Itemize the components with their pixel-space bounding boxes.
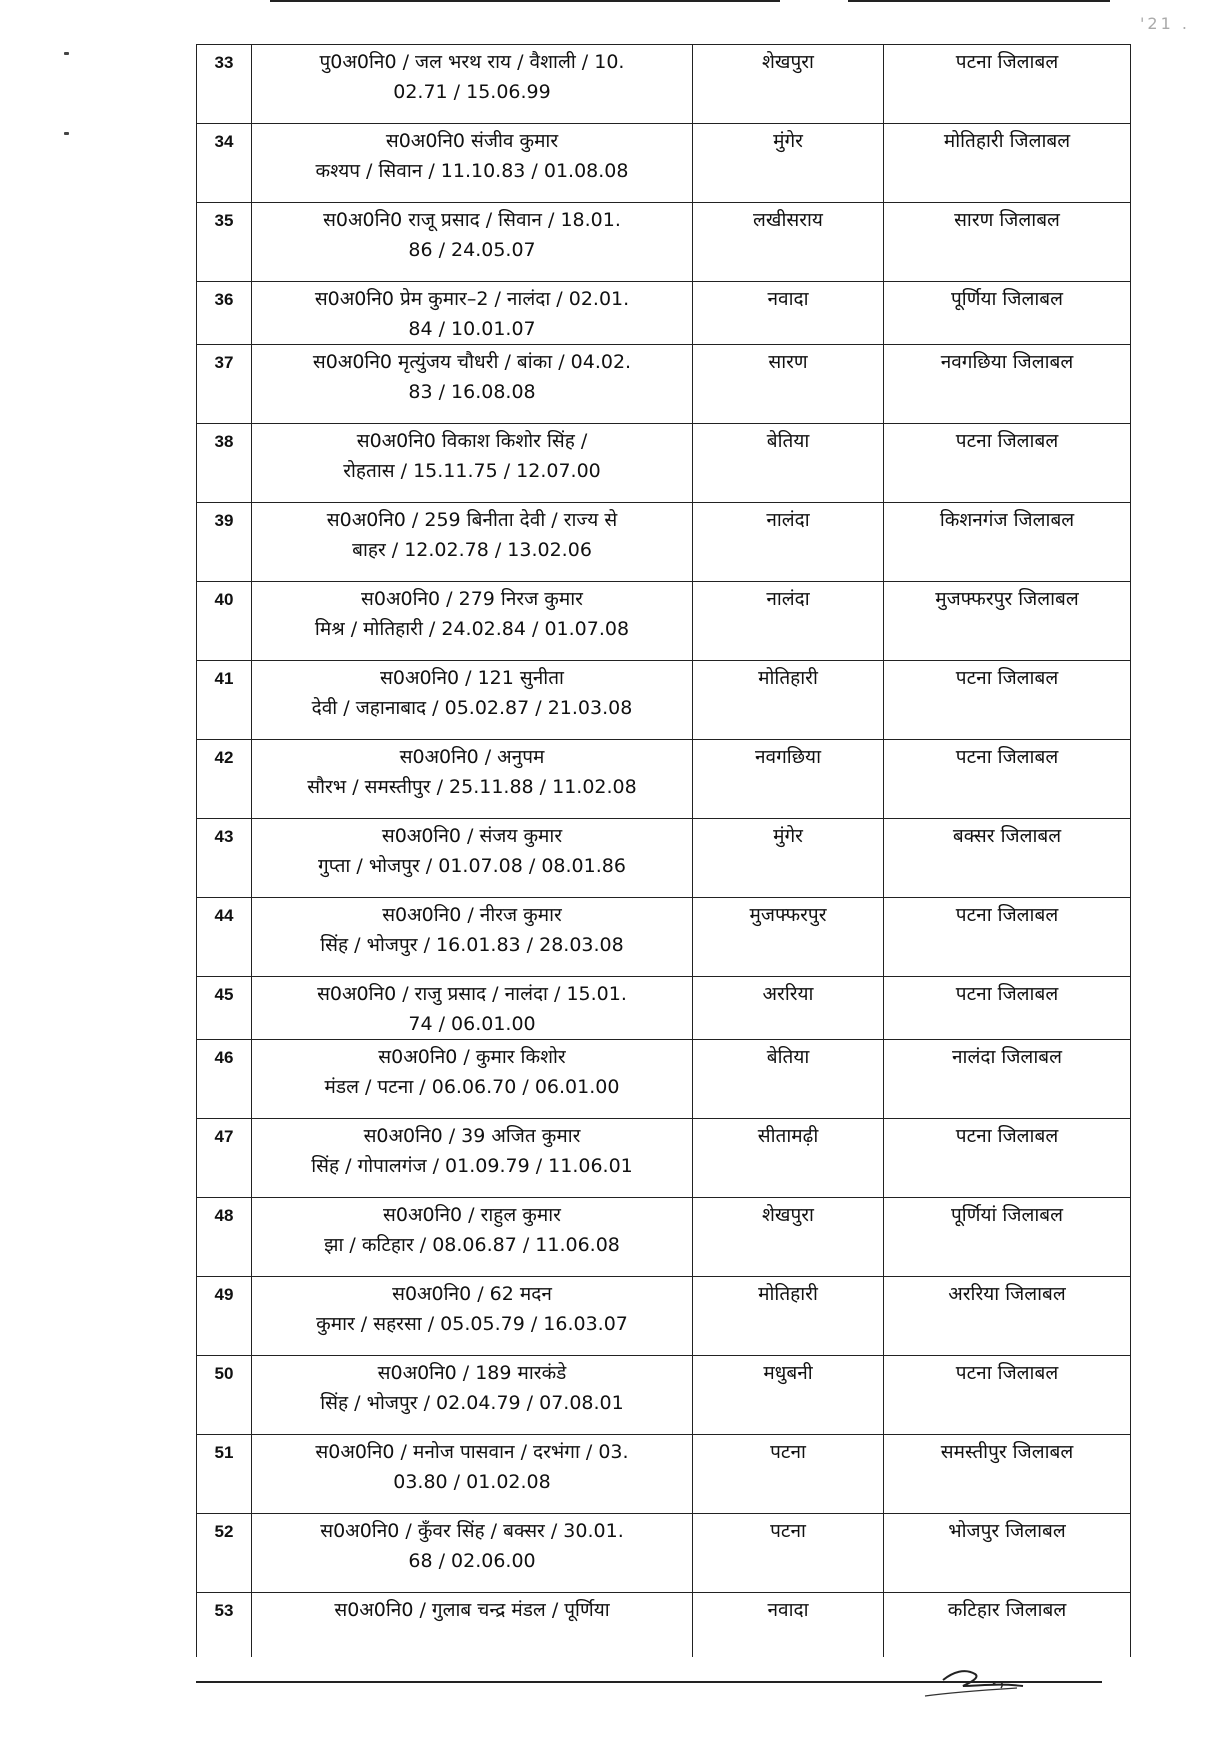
serial-number: 38 bbox=[197, 424, 252, 503]
officer-details-line-2: सौरभ / समस्तीपुर / 25.11.88 / 11.02.08 bbox=[307, 776, 637, 798]
serial-number: 45 bbox=[197, 977, 252, 1040]
officer-details-line-1: स0अ0नि0 / कुमार किशोर bbox=[378, 1046, 566, 1068]
current-posting: नवादा bbox=[693, 1593, 884, 1657]
officer-details bbox=[252, 282, 693, 345]
current-posting: नालंदा bbox=[693, 582, 884, 661]
officer-details bbox=[252, 1040, 693, 1119]
current-posting: सीतामढ़ी bbox=[693, 1119, 884, 1198]
officer-details-line-1: पु0अ0नि0 / जल भरथ राय / वैशाली / 10. bbox=[319, 51, 625, 73]
officer-details bbox=[252, 1593, 693, 1657]
transferred-to: नवगछिया जिलाबल bbox=[884, 345, 1131, 424]
serial-number: 50 bbox=[197, 1356, 252, 1435]
officer-details-line-1: स0अ0नि0 / मनोज पासवान / दरभंगा / 03. bbox=[315, 1441, 629, 1463]
officer-details-line-2: 83 / 16.08.08 bbox=[408, 381, 536, 403]
officer-details-line-1: स0अ0नि0 / गुलाब चन्द्र मंडल / पूर्णिया bbox=[334, 1599, 610, 1621]
transferred-to: किशनगंज जिलाबल bbox=[884, 503, 1131, 582]
officer-details-line-2: सिंह / भोजपुर / 16.01.83 / 28.03.08 bbox=[320, 934, 624, 956]
margin-mark bbox=[64, 52, 69, 55]
transferred-to: नालंदा जिलाबल bbox=[884, 1040, 1131, 1119]
current-posting: शेखपुरा bbox=[693, 45, 884, 124]
table-row bbox=[197, 345, 1131, 424]
officer-details bbox=[252, 1277, 693, 1356]
officer-details-line-2: कुमार / सहरसा / 05.05.79 / 16.03.07 bbox=[316, 1313, 628, 1335]
officer-details bbox=[252, 1356, 693, 1435]
transferred-to: मुजफ्फरपुर जिलाबल bbox=[884, 582, 1131, 661]
officer-details bbox=[252, 124, 693, 203]
officer-details-line-2: 02.71 / 15.06.99 bbox=[393, 81, 551, 103]
serial-number: 33 bbox=[197, 45, 252, 124]
officer-details bbox=[252, 1514, 693, 1593]
top-rule-left bbox=[270, 0, 780, 2]
transferred-to: पटना जिलाबल bbox=[884, 977, 1131, 1040]
officer-details-line-2: झा / कटिहार / 08.06.87 / 11.06.08 bbox=[324, 1234, 620, 1256]
current-posting: मोतिहारी bbox=[693, 1277, 884, 1356]
officer-details bbox=[252, 740, 693, 819]
officer-details-line-2: देवी / जहानाबाद / 05.02.87 / 21.03.08 bbox=[311, 697, 633, 719]
officer-details-line-2: मंडल / पटना / 06.06.70 / 06.01.00 bbox=[324, 1076, 620, 1098]
officer-details bbox=[252, 424, 693, 503]
officer-details-line-1: स0अ0नि0 / अनुपम bbox=[399, 746, 545, 768]
transferred-to: अररिया जिलाबल bbox=[884, 1277, 1131, 1356]
transferred-to: मोतिहारी जिलाबल bbox=[884, 124, 1131, 203]
current-posting: बेतिया bbox=[693, 1040, 884, 1119]
officer-details bbox=[252, 898, 693, 977]
table-row bbox=[197, 977, 1131, 1040]
serial-number: 48 bbox=[197, 1198, 252, 1277]
current-posting: मोतिहारी bbox=[693, 661, 884, 740]
current-posting: शेखपुरा bbox=[693, 1198, 884, 1277]
serial-number: 46 bbox=[197, 1040, 252, 1119]
current-posting: मुंगेर bbox=[693, 819, 884, 898]
table-row bbox=[197, 1356, 1131, 1435]
table-row bbox=[197, 661, 1131, 740]
officer-details-line-1: स0अ0नि0 / राजु प्रसाद / नालंदा / 15.01. bbox=[317, 983, 627, 1005]
officer-details-line-2: सिंह / भोजपुर / 02.04.79 / 07.08.01 bbox=[320, 1392, 624, 1414]
table-row bbox=[197, 819, 1131, 898]
serial-number: 53 bbox=[197, 1593, 252, 1657]
officer-details-line-2: 86 / 24.05.07 bbox=[408, 239, 536, 261]
table-row bbox=[197, 1435, 1131, 1514]
table-row bbox=[197, 424, 1131, 503]
current-posting: मुजफ्फरपुर bbox=[693, 898, 884, 977]
transfer-table bbox=[196, 44, 1131, 1657]
officer-details-line-2: बाहर / 12.02.78 / 13.02.06 bbox=[352, 539, 592, 561]
current-posting: नवादा bbox=[693, 282, 884, 345]
transferred-to: पटना जिलाबल bbox=[884, 898, 1131, 977]
officer-details-line-1: स0अ0नि0 / 189 मारकंडे bbox=[377, 1362, 567, 1384]
transferred-to: पटना जिलाबल bbox=[884, 1356, 1131, 1435]
serial-number: 47 bbox=[197, 1119, 252, 1198]
officer-details bbox=[252, 977, 693, 1040]
transferred-to: भोजपुर जिलाबल bbox=[884, 1514, 1131, 1593]
officer-details bbox=[252, 45, 693, 124]
officer-details-line-1: स0अ0नि0 / नीरज कुमार bbox=[382, 904, 562, 926]
officer-details-line-1: स0अ0नि0 राजू प्रसाद / सिवान / 18.01. bbox=[323, 209, 621, 231]
officer-details-line-1: स0अ0नि0 / 121 सुनीता bbox=[380, 667, 564, 689]
officer-details-line-1: स0अ0नि0 / 39 अजित कुमार bbox=[363, 1125, 581, 1147]
serial-number: 44 bbox=[197, 898, 252, 977]
officer-details-line-2: रोहतास / 15.11.75 / 12.07.00 bbox=[343, 460, 601, 482]
table-row bbox=[197, 1277, 1131, 1356]
transferred-to: पटना जिलाबल bbox=[884, 424, 1131, 503]
table-row bbox=[197, 1040, 1131, 1119]
transferred-to: पटना जिलाबल bbox=[884, 1119, 1131, 1198]
officer-details-line-2: 74 / 06.01.00 bbox=[408, 1013, 536, 1035]
signature bbox=[905, 1650, 1035, 1710]
table-row bbox=[197, 282, 1131, 345]
officer-details-line-1: स0अ0नि0 / 62 मदन bbox=[392, 1283, 552, 1305]
transferred-to: सारण जिलाबल bbox=[884, 203, 1131, 282]
serial-number: 41 bbox=[197, 661, 252, 740]
officer-details-line-1: स0अ0नि0 / 279 निरज कुमार bbox=[361, 588, 583, 610]
table-row bbox=[197, 1119, 1131, 1198]
serial-number: 36 bbox=[197, 282, 252, 345]
margin-mark bbox=[64, 132, 69, 135]
serial-number: 34 bbox=[197, 124, 252, 203]
table-row bbox=[197, 503, 1131, 582]
officer-details bbox=[252, 203, 693, 282]
table-row bbox=[197, 898, 1131, 977]
officer-details-line-1: स0अ0नि0 / राहुल कुमार bbox=[383, 1204, 561, 1226]
transferred-to: कटिहार जिलाबल bbox=[884, 1593, 1131, 1657]
current-posting: लखीसराय bbox=[693, 203, 884, 282]
officer-details-line-2: 03.80 / 01.02.08 bbox=[393, 1471, 551, 1493]
officer-details bbox=[252, 1198, 693, 1277]
officer-details bbox=[252, 1435, 693, 1514]
table-row bbox=[197, 1198, 1131, 1277]
serial-number: 51 bbox=[197, 1435, 252, 1514]
serial-number: 40 bbox=[197, 582, 252, 661]
transferred-to: बक्सर जिलाबल bbox=[884, 819, 1131, 898]
officer-details-line-2: 68 / 02.06.00 bbox=[408, 1550, 536, 1572]
table-row bbox=[197, 124, 1131, 203]
current-posting: नवगछिया bbox=[693, 740, 884, 819]
table-row bbox=[197, 203, 1131, 282]
officer-details-line-1: स0अ0नि0 / कुँवर सिंह / बक्सर / 30.01. bbox=[320, 1520, 624, 1542]
officer-details-line-2: कश्यप / सिवान / 11.10.83 / 01.08.08 bbox=[315, 160, 629, 182]
officer-details bbox=[252, 819, 693, 898]
officer-details-line-1: स0अ0नि0 विकाश किशोर सिंह / bbox=[356, 430, 588, 452]
current-posting: पटना bbox=[693, 1514, 884, 1593]
officer-details-line-2: मिश्र / मोतिहारी / 24.02.84 / 01.07.08 bbox=[314, 618, 630, 640]
transferred-to: पटना जिलाबल bbox=[884, 661, 1131, 740]
transferred-to: पूर्णिया जिलाबल bbox=[884, 282, 1131, 345]
table-row bbox=[197, 1593, 1131, 1657]
officer-details bbox=[252, 661, 693, 740]
transferred-to: समस्तीपुर जिलाबल bbox=[884, 1435, 1131, 1514]
current-posting: अररिया bbox=[693, 977, 884, 1040]
officer-details bbox=[252, 1119, 693, 1198]
serial-number: 42 bbox=[197, 740, 252, 819]
page-mark: '21 . bbox=[1140, 14, 1190, 33]
officer-details-line-1: स0अ0नि0 संजीव कुमार bbox=[385, 130, 559, 152]
table-row bbox=[197, 45, 1131, 124]
current-posting: मुंगेर bbox=[693, 124, 884, 203]
transferred-to: पूर्णियां जिलाबल bbox=[884, 1198, 1131, 1277]
officer-details-line-1: स0अ0नि0 मृत्युंजय चौधरी / बांका / 04.02. bbox=[312, 351, 632, 373]
serial-number: 52 bbox=[197, 1514, 252, 1593]
current-posting: मधुबनी bbox=[693, 1356, 884, 1435]
serial-number: 49 bbox=[197, 1277, 252, 1356]
table-row bbox=[197, 740, 1131, 819]
transferred-to: पटना जिलाबल bbox=[884, 740, 1131, 819]
officer-details-line-1: स0अ0नि0 प्रेम कुमार–2 / नालंदा / 02.01. bbox=[314, 288, 630, 310]
serial-number: 37 bbox=[197, 345, 252, 424]
current-posting: बेतिया bbox=[693, 424, 884, 503]
officer-details-line-1: स0अ0नि0 / 259 बिनीता देवी / राज्य से bbox=[326, 509, 618, 531]
top-rule-right bbox=[848, 0, 1110, 2]
current-posting: सारण bbox=[693, 345, 884, 424]
officer-details bbox=[252, 503, 693, 582]
officer-details-line-2: सिंह / गोपालगंज / 01.09.79 / 11.06.01 bbox=[311, 1155, 633, 1177]
current-posting: पटना bbox=[693, 1435, 884, 1514]
serial-number: 35 bbox=[197, 203, 252, 282]
officer-details-line-1: स0अ0नि0 / संजय कुमार bbox=[381, 825, 563, 847]
serial-number: 43 bbox=[197, 819, 252, 898]
table-row bbox=[197, 1514, 1131, 1593]
officer-details-line-2: गुप्ता / भोजपुर / 01.07.08 / 08.01.86 bbox=[318, 855, 626, 877]
officer-details-line-2: 84 / 10.01.07 bbox=[408, 318, 536, 340]
officer-details bbox=[252, 345, 693, 424]
table-row bbox=[197, 582, 1131, 661]
transferred-to: पटना जिलाबल bbox=[884, 45, 1131, 124]
current-posting: नालंदा bbox=[693, 503, 884, 582]
officer-details bbox=[252, 582, 693, 661]
serial-number: 39 bbox=[197, 503, 252, 582]
